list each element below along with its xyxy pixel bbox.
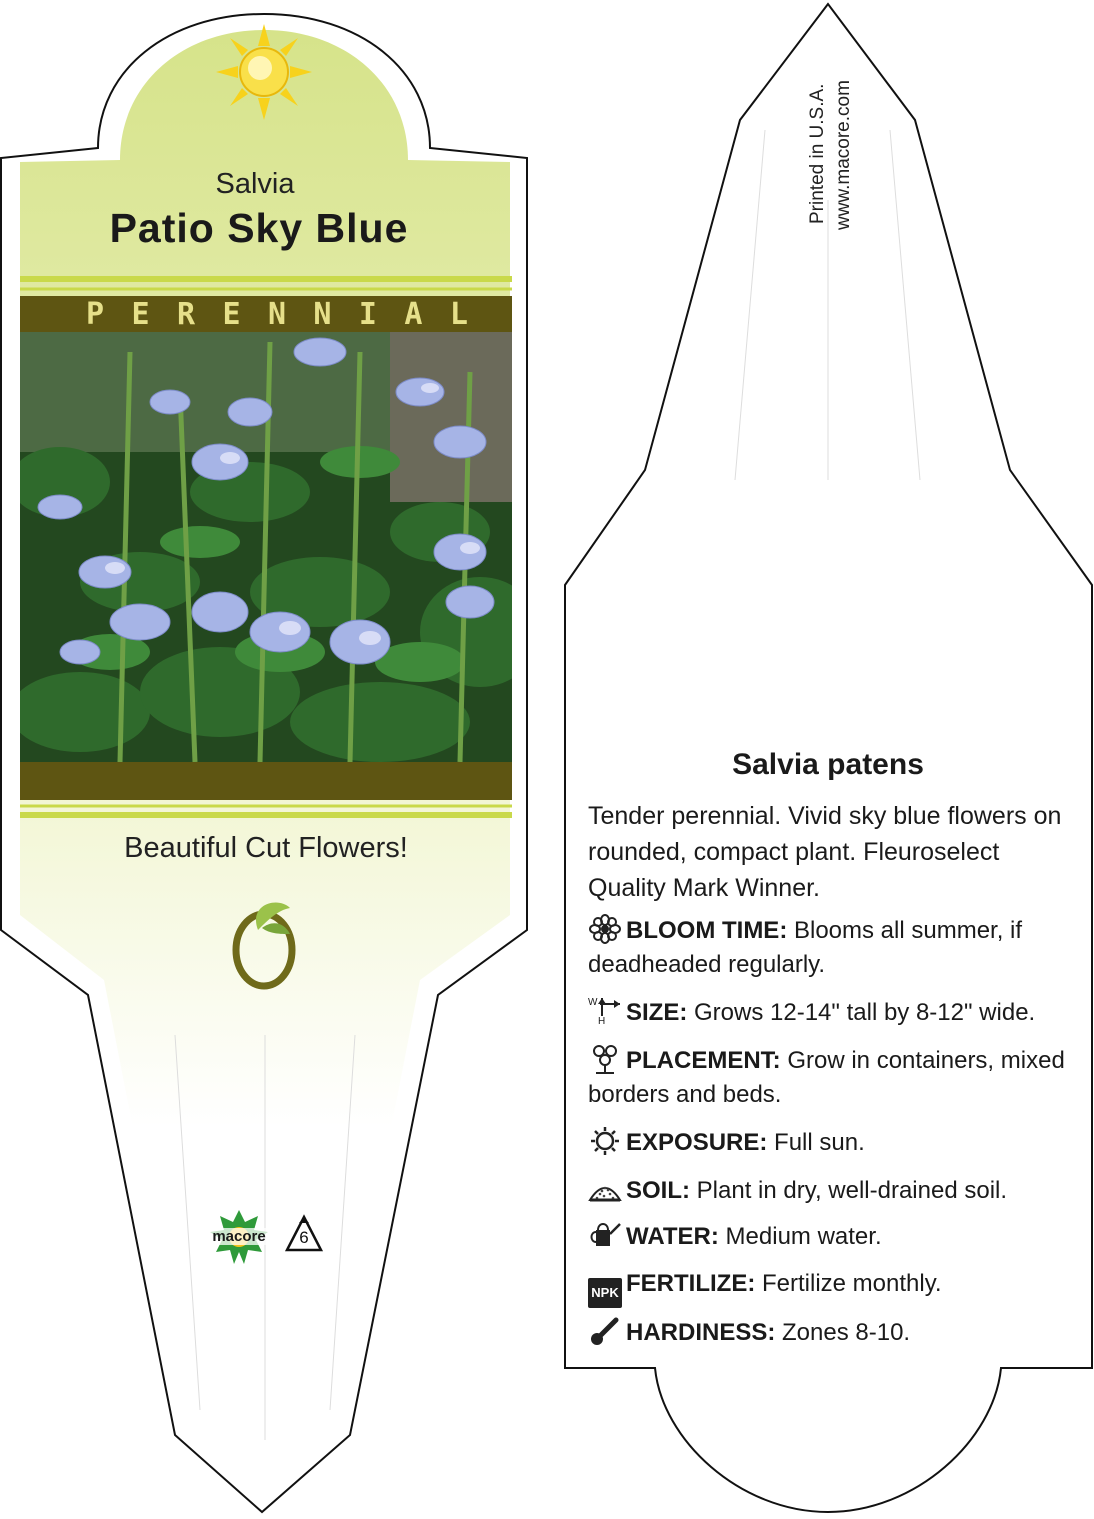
watering-can-icon bbox=[588, 1220, 622, 1250]
category-letter: A bbox=[404, 296, 423, 332]
care-text: Medium water. bbox=[725, 1223, 882, 1250]
care-placement bbox=[588, 1044, 1078, 1112]
soil-pile-icon bbox=[588, 1174, 622, 1204]
care-label: HARDINESS: bbox=[626, 1319, 776, 1346]
plant-genus: Salvia bbox=[215, 168, 295, 200]
care-label: WATER: bbox=[626, 1223, 719, 1250]
plant-cultivar: Patio Sky Blue bbox=[109, 205, 409, 251]
care-label: EXPOSURE: bbox=[626, 1129, 768, 1156]
recycle-symbol bbox=[284, 1214, 324, 1256]
category-bar bbox=[20, 296, 512, 332]
care-label: FERTILIZE: bbox=[626, 1270, 756, 1297]
sun-icon bbox=[588, 1126, 622, 1156]
category-letter: R bbox=[176, 296, 196, 332]
size-w-letter: W bbox=[588, 997, 598, 1008]
photo-bottom-bar bbox=[20, 762, 512, 800]
care-text: Plant in dry, well-drained soil. bbox=[696, 1177, 1008, 1204]
care-hardiness bbox=[588, 1316, 1078, 1350]
care-label: SOIL: bbox=[626, 1177, 690, 1204]
category-letter: E bbox=[222, 296, 241, 332]
printed-in-text: Printed in U.S.A. bbox=[807, 83, 828, 224]
website-text: www.macore.com bbox=[833, 80, 854, 230]
category-letter: N bbox=[267, 296, 286, 332]
size-arrows-icon bbox=[588, 996, 622, 1026]
care-fertilize bbox=[588, 1267, 1078, 1308]
print-info bbox=[803, 64, 863, 234]
category-letter: P bbox=[86, 296, 105, 332]
plant-photo bbox=[20, 332, 512, 762]
npk-icon: NPK bbox=[588, 1278, 622, 1308]
category-letter: I bbox=[358, 296, 377, 332]
care-label: SIZE: bbox=[626, 999, 688, 1026]
care-text: Fertilize monthly. bbox=[762, 1270, 942, 1297]
seed-logo-icon bbox=[228, 894, 304, 990]
care-label: BLOOM TIME: bbox=[626, 917, 788, 944]
macore-brand-text: macore bbox=[204, 1228, 274, 1245]
care-bloom-time bbox=[588, 914, 1078, 982]
flower-cluster-icon bbox=[588, 1044, 622, 1074]
care-text: Full sun. bbox=[774, 1129, 865, 1156]
category-letter: E bbox=[131, 296, 150, 332]
tagline: Beautiful Cut Flowers! bbox=[124, 832, 408, 864]
care-label: PLACEMENT: bbox=[626, 1047, 781, 1074]
care-text: Grow in containers, mixed borders and beds. bbox=[588, 1047, 1065, 1108]
macore-logo bbox=[204, 1208, 274, 1270]
care-water bbox=[588, 1220, 1078, 1254]
care-text: Grows 12-14" tall by 8-12" wide. bbox=[694, 999, 1036, 1026]
recycle-code: 6 bbox=[299, 1228, 309, 1247]
flower-icon bbox=[588, 914, 622, 944]
care-size bbox=[588, 996, 1078, 1030]
care-exposure bbox=[588, 1126, 1078, 1160]
sun-icon bbox=[216, 24, 312, 120]
care-text: Blooms all summer, if deadheaded regularly. bbox=[588, 917, 1023, 978]
botanical-name: Salvia patens bbox=[732, 748, 924, 781]
care-text: Zones 8-10. bbox=[782, 1319, 911, 1346]
size-h-letter: H bbox=[598, 1016, 606, 1027]
thermometer-icon bbox=[588, 1316, 622, 1346]
category-letter: L bbox=[449, 296, 468, 332]
plant-description: Tender perennial. Vivid sky blue flowers on rounded, compact plant. Fleuroselect Quality Mark Winner. bbox=[588, 802, 1062, 902]
category-letter: N bbox=[313, 296, 332, 332]
care-soil bbox=[588, 1174, 1078, 1208]
